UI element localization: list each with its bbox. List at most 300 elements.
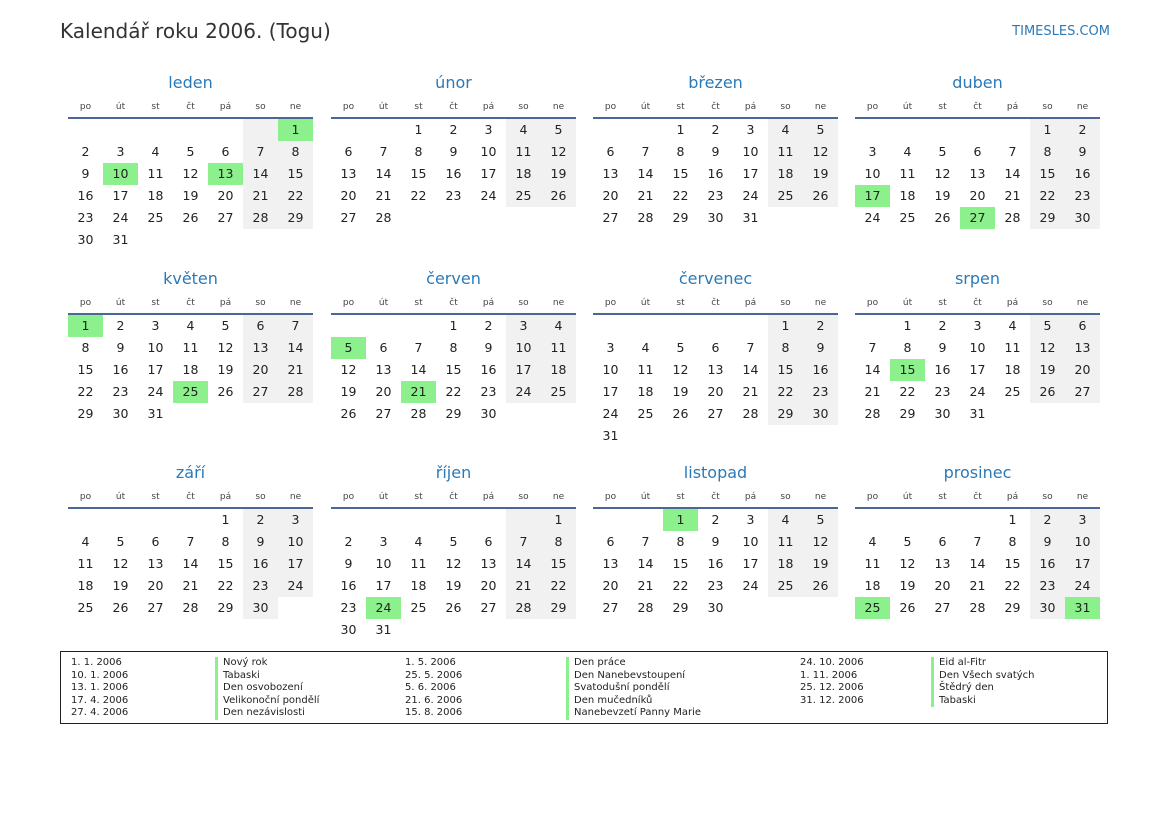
- empty-day-cell: [593, 315, 628, 337]
- day-cell: 30: [707, 600, 724, 615]
- day-cell: 14: [375, 166, 392, 181]
- legend-holiday-name: Nový rok: [215, 657, 319, 670]
- day-cell: 10: [602, 362, 619, 377]
- weekday-label: ne: [1076, 298, 1089, 308]
- empty-day-cell: [103, 509, 138, 531]
- month-2: [593, 73, 838, 229]
- empty-day-cell: [401, 509, 436, 531]
- day-cell: 26: [803, 185, 838, 207]
- day-cell: 11: [768, 141, 803, 163]
- weekday-header: [68, 99, 313, 119]
- day-cell: 13: [147, 556, 164, 571]
- day-cell: 29: [77, 406, 94, 421]
- empty-day-cell: [436, 207, 471, 229]
- day-cell: 27: [147, 600, 164, 615]
- day-cell: 30: [480, 406, 497, 421]
- day-grid: [855, 119, 1100, 229]
- day-cell: 4: [151, 144, 160, 159]
- empty-day-cell: [890, 119, 925, 141]
- day-cell: 23: [480, 384, 497, 399]
- day-cell: 28: [864, 406, 881, 421]
- empty-day-cell: [278, 403, 313, 425]
- legend-date: 21. 6. 2006: [405, 694, 463, 706]
- day-cell: 12: [1030, 337, 1065, 359]
- day-cell: 25: [768, 185, 803, 207]
- day-cell: 18: [899, 188, 916, 203]
- empty-day-cell: [506, 619, 541, 641]
- day-cell: 12: [541, 141, 576, 163]
- day-cell: 4: [506, 119, 541, 141]
- month-name: říjen: [435, 463, 472, 482]
- day-cell: 20: [602, 578, 619, 593]
- day-cell: 29: [217, 600, 234, 615]
- empty-day-cell: [173, 509, 208, 531]
- day-cell: 15: [1004, 556, 1021, 571]
- day-cell: 22: [445, 384, 462, 399]
- day-cell: 23: [1065, 185, 1100, 207]
- day-cell: 22: [278, 185, 313, 207]
- empty-day-cell: [593, 119, 628, 141]
- month-name: červen: [426, 269, 481, 288]
- day-cell: 24: [864, 210, 881, 225]
- empty-day-cell: [663, 315, 698, 337]
- day-cell: 2: [81, 144, 90, 159]
- day-cell: 15: [1030, 163, 1065, 185]
- day-cell: 31: [375, 622, 392, 637]
- day-cell: 14: [243, 163, 278, 185]
- weekday-label: út: [115, 102, 126, 112]
- day-cell: 13: [375, 362, 392, 377]
- day-cell: 15: [890, 359, 925, 381]
- day-cell: 12: [672, 362, 689, 377]
- day-cell: 27: [243, 381, 278, 403]
- day-cell: 8: [278, 141, 313, 163]
- weekday-label: čt: [186, 492, 195, 502]
- day-cell: 28: [1004, 210, 1021, 225]
- empty-day-cell: [173, 119, 208, 141]
- weekday-label: so: [780, 492, 791, 502]
- weekday-label: so: [780, 298, 791, 308]
- empty-day-cell: [698, 315, 733, 337]
- day-cell: 2: [116, 318, 125, 333]
- weekday-label: čt: [711, 492, 720, 502]
- day-cell: 15: [768, 359, 803, 381]
- day-cell: 27: [602, 600, 619, 615]
- day-cell: 28: [969, 600, 986, 615]
- day-cell: 30: [112, 406, 129, 421]
- day-cell: 28: [278, 381, 313, 403]
- day-cell: 23: [707, 188, 724, 203]
- day-cell: 9: [243, 531, 278, 553]
- day-cell: 29: [768, 403, 803, 425]
- empty-day-cell: [173, 403, 208, 425]
- day-cell: 5: [449, 534, 458, 549]
- day-cell: 26: [899, 600, 916, 615]
- weekday-label: pá: [1006, 298, 1019, 308]
- day-cell: 22: [1030, 185, 1065, 207]
- weekday-label: so: [780, 102, 791, 112]
- weekday-label: so: [518, 102, 529, 112]
- weekday-label: po: [604, 102, 617, 112]
- day-cell: 17: [506, 359, 541, 381]
- day-cell: 1: [414, 122, 423, 137]
- weekday-label: ne: [289, 492, 302, 502]
- empty-day-cell: [208, 403, 243, 425]
- empty-day-cell: [960, 119, 995, 141]
- day-cell: 7: [973, 534, 982, 549]
- weekday-label: ne: [552, 298, 565, 308]
- day-cell: 15: [410, 166, 427, 181]
- month-5: [331, 269, 576, 425]
- day-cell: 10: [147, 340, 164, 355]
- day-cell: 13: [934, 556, 951, 571]
- day-cell: 19: [182, 188, 199, 203]
- legend-dates-1: [71, 657, 128, 720]
- month-name: únor: [435, 73, 472, 92]
- empty-day-cell: [803, 207, 838, 229]
- day-cell: 9: [938, 340, 947, 355]
- weekday-label: ne: [814, 102, 827, 112]
- day-cell: 23: [77, 210, 94, 225]
- day-cell: 19: [803, 163, 838, 185]
- day-cell: 21: [864, 384, 881, 399]
- day-cell: 25: [147, 210, 164, 225]
- weekday-label: čt: [449, 492, 458, 502]
- weekday-label: ne: [1076, 102, 1089, 112]
- weekday-label: pá: [744, 492, 757, 502]
- empty-day-cell: [331, 315, 366, 337]
- legend-holiday-name: Tabaski: [215, 670, 319, 683]
- weekday-label: po: [79, 298, 92, 308]
- day-cell: 19: [340, 384, 357, 399]
- day-cell: 2: [1030, 509, 1065, 531]
- legend-date: 1. 1. 2006: [71, 657, 122, 668]
- day-cell: 9: [1030, 531, 1065, 553]
- day-cell: 16: [445, 166, 462, 181]
- day-cell: 28: [637, 600, 654, 615]
- weekday-label: pá: [219, 102, 232, 112]
- day-cell: 17: [742, 556, 759, 571]
- day-cell: 11: [410, 556, 427, 571]
- empty-day-cell: [890, 509, 925, 531]
- day-cell: 20: [934, 578, 951, 593]
- day-cell: 4: [903, 144, 912, 159]
- month-0: [68, 73, 313, 251]
- day-cell: 19: [541, 163, 576, 185]
- weekday-label: čt: [973, 298, 982, 308]
- day-cell: 14: [637, 556, 654, 571]
- day-cell: 3: [746, 512, 755, 527]
- empty-day-cell: [138, 229, 173, 251]
- weekday-label: po: [866, 102, 879, 112]
- empty-day-cell: [68, 119, 103, 141]
- day-cell: 3: [484, 122, 493, 137]
- day-cell: 25: [899, 210, 916, 225]
- day-cell: 6: [151, 534, 160, 549]
- weekday-label: st: [676, 298, 685, 308]
- empty-day-cell: [768, 425, 803, 447]
- day-cell: 20: [147, 578, 164, 593]
- site-link[interactable]: TIMESLES.COM: [1012, 24, 1110, 39]
- day-cell: 20: [375, 384, 392, 399]
- day-cell: 11: [637, 362, 654, 377]
- day-cell: 20: [602, 188, 619, 203]
- weekday-label: st: [938, 298, 947, 308]
- day-cell: 17: [602, 384, 619, 399]
- day-cell: 27: [340, 210, 357, 225]
- day-cell: 3: [973, 318, 982, 333]
- day-cell: 8: [449, 340, 458, 355]
- day-cell: 9: [116, 340, 125, 355]
- month-4: [68, 269, 313, 425]
- day-cell: 20: [969, 188, 986, 203]
- empty-day-cell: [768, 597, 803, 619]
- month-name: duben: [952, 73, 1003, 92]
- day-cell: 20: [480, 578, 497, 593]
- day-cell: 4: [81, 534, 90, 549]
- day-cell: 3: [868, 144, 877, 159]
- weekday-label: so: [255, 102, 266, 112]
- day-cell: 5: [903, 534, 912, 549]
- legend-date: 25. 12. 2006: [800, 682, 864, 693]
- day-cell: 5: [541, 119, 576, 141]
- day-cell: 24: [480, 188, 497, 203]
- day-cell: 8: [541, 531, 576, 553]
- day-cell: 17: [742, 166, 759, 181]
- day-cell: 21: [1004, 188, 1021, 203]
- day-cell: 21: [278, 359, 313, 381]
- day-cell: 3: [379, 534, 388, 549]
- weekday-label: st: [938, 102, 947, 112]
- day-cell: 21: [637, 188, 654, 203]
- day-cell: 7: [379, 144, 388, 159]
- weekday-label: so: [255, 492, 266, 502]
- day-grid: [68, 315, 313, 425]
- day-cell: 30: [934, 406, 951, 421]
- weekday-header: [593, 99, 838, 119]
- day-cell: 11: [182, 340, 199, 355]
- day-cell: 1: [903, 318, 912, 333]
- day-cell: 4: [414, 534, 423, 549]
- day-cell: 25: [855, 597, 890, 619]
- legend-date: 27. 4. 2006: [71, 707, 129, 718]
- day-cell: 16: [934, 362, 951, 377]
- day-cell: 2: [449, 122, 458, 137]
- day-cell: 1: [278, 119, 313, 141]
- empty-day-cell: [278, 597, 313, 619]
- empty-day-cell: [628, 119, 663, 141]
- day-cell: 9: [1065, 141, 1100, 163]
- month-name: prosinec: [943, 463, 1012, 482]
- month-3: [855, 73, 1100, 229]
- day-cell: 11: [864, 556, 881, 571]
- day-grid: [593, 119, 838, 229]
- empty-day-cell: [855, 509, 890, 531]
- legend-holiday-name: Den práce: [566, 657, 701, 670]
- day-cell: 7: [641, 144, 650, 159]
- day-cell: 27: [707, 406, 724, 421]
- day-cell: 18: [410, 578, 427, 593]
- day-cell: 10: [742, 534, 759, 549]
- day-cell: 18: [147, 188, 164, 203]
- weekday-label: ne: [814, 298, 827, 308]
- weekday-label: ne: [552, 492, 565, 502]
- day-cell: 21: [742, 384, 759, 399]
- legend-holiday-name: Den osvobození: [215, 682, 319, 695]
- day-cell: 15: [672, 166, 689, 181]
- legend-holiday-name: Den nezávislosti: [215, 707, 319, 720]
- legend-holiday-name: Nanebevzetí Panny Marie: [566, 707, 701, 720]
- empty-day-cell: [541, 207, 576, 229]
- day-cell: 13: [208, 163, 243, 185]
- weekday-label: pá: [482, 298, 495, 308]
- weekday-label: st: [938, 492, 947, 502]
- day-cell: 2: [243, 509, 278, 531]
- day-cell: 8: [676, 144, 685, 159]
- day-cell: 4: [1008, 318, 1017, 333]
- day-cell: 11: [899, 166, 916, 181]
- month-10: [593, 463, 838, 619]
- day-cell: 12: [112, 556, 129, 571]
- day-cell: 6: [379, 340, 388, 355]
- weekday-label: so: [1042, 298, 1053, 308]
- day-cell: 17: [375, 578, 392, 593]
- day-cell: 21: [375, 188, 392, 203]
- empty-day-cell: [331, 119, 366, 141]
- legend-holiday-name: Eid al-Fitr: [931, 657, 1035, 670]
- day-cell: 25: [637, 406, 654, 421]
- weekday-label: út: [640, 492, 651, 502]
- empty-day-cell: [541, 619, 576, 641]
- month-11: [855, 463, 1100, 619]
- month-name: leden: [168, 73, 213, 92]
- day-cell: 6: [606, 534, 615, 549]
- day-cell: 12: [803, 141, 838, 163]
- day-cell: 1: [768, 315, 803, 337]
- weekday-label: út: [902, 492, 913, 502]
- day-cell: 15: [445, 362, 462, 377]
- day-cell: 23: [340, 600, 357, 615]
- empty-day-cell: [278, 229, 313, 251]
- day-cell: 31: [1065, 597, 1100, 619]
- day-cell: 18: [77, 578, 94, 593]
- weekday-label: so: [1042, 492, 1053, 502]
- empty-day-cell: [506, 509, 541, 531]
- legend-names-1: [215, 657, 319, 720]
- day-cell: 5: [331, 337, 366, 359]
- day-cell: 8: [414, 144, 423, 159]
- day-cell: 7: [414, 340, 423, 355]
- day-cell: 22: [768, 381, 803, 403]
- empty-day-cell: [803, 425, 838, 447]
- day-cell: 14: [182, 556, 199, 571]
- empty-day-cell: [995, 119, 1030, 141]
- weekday-header: [331, 489, 576, 509]
- day-cell: 23: [803, 381, 838, 403]
- empty-day-cell: [173, 229, 208, 251]
- empty-day-cell: [68, 509, 103, 531]
- day-cell: 28: [637, 210, 654, 225]
- day-cell: 27: [480, 600, 497, 615]
- weekday-label: po: [866, 298, 879, 308]
- day-cell: 21: [401, 381, 436, 403]
- empty-day-cell: [506, 403, 541, 425]
- day-cell: 17: [480, 166, 497, 181]
- day-cell: 18: [768, 163, 803, 185]
- day-cell: 17: [1065, 553, 1100, 575]
- empty-day-cell: [471, 509, 506, 531]
- day-cell: 23: [112, 384, 129, 399]
- day-cell: 23: [1030, 575, 1065, 597]
- weekday-header: [68, 489, 313, 509]
- day-cell: 31: [742, 210, 759, 225]
- weekday-label: ne: [552, 102, 565, 112]
- legend-names-2: [566, 657, 701, 720]
- day-cell: 23: [707, 578, 724, 593]
- day-cell: 27: [1065, 381, 1100, 403]
- day-cell: 16: [112, 362, 129, 377]
- day-cell: 5: [186, 144, 195, 159]
- day-cell: 28: [243, 207, 278, 229]
- legend-date: 25. 5. 2006: [405, 669, 463, 681]
- empty-day-cell: [733, 597, 768, 619]
- day-cell: 15: [77, 362, 94, 377]
- day-cell: 10: [969, 340, 986, 355]
- legend-date: 5. 6. 2006: [405, 682, 456, 693]
- weekday-label: po: [342, 102, 355, 112]
- day-cell: 28: [410, 406, 427, 421]
- day-cell: 12: [445, 556, 462, 571]
- day-grid: [855, 315, 1100, 425]
- day-cell: 19: [672, 384, 689, 399]
- weekday-label: st: [151, 492, 160, 502]
- weekday-label: po: [79, 492, 92, 502]
- day-cell: 7: [868, 340, 877, 355]
- legend-date: 17. 4. 2006: [71, 694, 129, 706]
- weekday-label: po: [604, 298, 617, 308]
- day-cell: 22: [899, 384, 916, 399]
- day-cell: 30: [707, 210, 724, 225]
- day-grid: [855, 509, 1100, 619]
- empty-day-cell: [855, 315, 890, 337]
- day-cell: 14: [742, 362, 759, 377]
- day-cell: 10: [103, 163, 138, 185]
- day-cell: 14: [864, 362, 881, 377]
- day-cell: 13: [243, 337, 278, 359]
- day-cell: 31: [147, 406, 164, 421]
- weekday-label: út: [378, 102, 389, 112]
- day-cell: 6: [938, 534, 947, 549]
- day-cell: 17: [147, 362, 164, 377]
- empty-day-cell: [925, 509, 960, 531]
- day-cell: 7: [746, 340, 755, 355]
- day-cell: 13: [602, 556, 619, 571]
- day-cell: 28: [375, 210, 392, 225]
- month-7: [855, 269, 1100, 425]
- day-cell: 5: [938, 144, 947, 159]
- empty-day-cell: [331, 509, 366, 531]
- day-cell: 2: [711, 512, 720, 527]
- day-cell: 25: [77, 600, 94, 615]
- weekday-label: po: [342, 492, 355, 502]
- day-cell: 15: [672, 556, 689, 571]
- weekday-label: st: [676, 492, 685, 502]
- day-cell: 22: [410, 188, 427, 203]
- legend-dates-2: [405, 657, 462, 720]
- day-cell: 26: [1030, 381, 1065, 403]
- weekday-label: út: [902, 298, 913, 308]
- day-cell: 22: [77, 384, 94, 399]
